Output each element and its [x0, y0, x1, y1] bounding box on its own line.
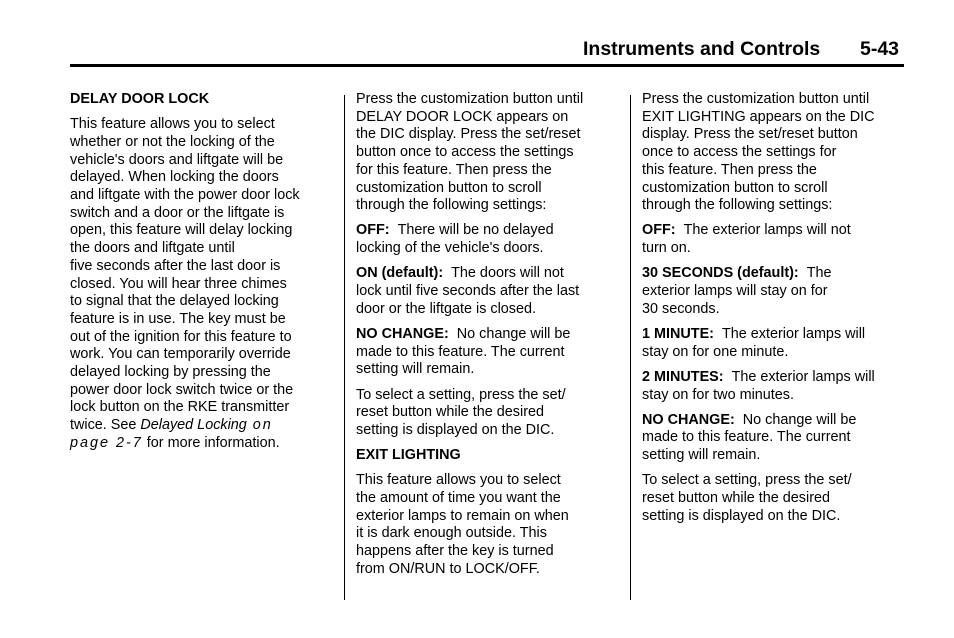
text-line — [642, 447, 906, 465]
line-text: happens after the key is turned — [356, 543, 554, 560]
text-line — [356, 197, 620, 215]
line-text: delayed locking by pressing the — [70, 364, 271, 381]
text-line — [70, 329, 334, 347]
see-prefix: twice. See — [70, 417, 141, 434]
text-line — [356, 283, 620, 301]
line-text: The exterior lamps will not — [683, 222, 851, 239]
delay-door-lock-heading: DELAY DOOR LOCK — [70, 91, 210, 107]
option-off-lines — [356, 222, 620, 257]
text-line — [642, 429, 906, 447]
column-divider-1 — [344, 95, 345, 600]
option-term: 2 MINUTES: — [642, 368, 724, 385]
text-line — [356, 91, 620, 109]
text-line — [70, 382, 334, 400]
option-1-minute-lines — [642, 326, 906, 361]
column-divider-2 — [630, 95, 631, 600]
line-text: exterior lamps to remain on when — [356, 507, 569, 524]
option-off-lines — [642, 222, 906, 257]
line-text: This feature allows you to select — [356, 472, 561, 489]
line-text: work. You can temporarily override — [70, 346, 291, 363]
section-title: Instruments and Controls — [583, 38, 821, 60]
text-line — [642, 180, 906, 198]
text-line — [642, 387, 906, 405]
column-1 — [70, 91, 334, 460]
line-text: This feature allows you to select — [70, 116, 275, 133]
text-line — [70, 152, 334, 170]
option-on-default — [356, 265, 620, 318]
line-text: from ON/RUN to LOCK/OFF. — [356, 560, 540, 577]
option-30-seconds-lines — [642, 265, 906, 318]
text-line — [356, 561, 620, 579]
option-term: 30 SECONDS (default): — [642, 265, 799, 282]
text-line — [356, 525, 620, 543]
text-line — [70, 187, 334, 205]
text-line — [356, 126, 620, 144]
line-text: button once to access the settings — [356, 144, 574, 161]
text-line — [356, 240, 620, 258]
text-line — [356, 265, 620, 283]
option-off — [642, 222, 906, 257]
text-line — [642, 301, 906, 319]
line-text: 30 seconds. — [642, 300, 720, 317]
line-text: customization button to scroll — [356, 179, 542, 196]
line-text: The exterior lamps will — [721, 325, 866, 342]
text-line — [642, 508, 906, 526]
text-line — [642, 369, 906, 387]
line-text: stay on for one minute. — [642, 343, 789, 360]
delayed-locking-link[interactable]: Delayed Locking — [140, 417, 247, 434]
line-text: for this feature. Then press the — [356, 161, 552, 178]
line-text: whether or not the locking of the — [70, 133, 275, 150]
line-text: made to this feature. The current — [356, 343, 565, 360]
more-info-suffix: for more information. — [142, 434, 280, 451]
text-line — [70, 293, 334, 311]
line-text: through the following settings: — [356, 197, 547, 214]
exit-lighting-heading: EXIT LIGHTING — [356, 447, 461, 464]
text-line — [356, 144, 620, 162]
line-text: display. Press the set/reset button — [642, 126, 858, 143]
text-line — [642, 344, 906, 362]
text-line — [356, 508, 620, 526]
line-text: The exterior lamps will — [731, 368, 875, 385]
text-line — [70, 222, 334, 240]
line-text: this feature. Then press the — [642, 161, 817, 178]
line-text: five seconds after the last door is — [70, 257, 281, 274]
line-text: vehicle's doors and liftgate will be — [70, 151, 284, 168]
line-text: lock until five seconds after the last — [356, 283, 580, 300]
line-text: To select a setting, press the set/ — [642, 472, 852, 489]
text-line — [642, 412, 906, 430]
text-line — [642, 240, 906, 258]
header-rule — [70, 64, 904, 67]
option-1-minute — [642, 326, 906, 361]
option-term: NO CHANGE: — [356, 325, 449, 342]
option-term: OFF: — [642, 222, 676, 239]
text-line — [642, 222, 906, 240]
select-setting-instructions — [642, 472, 906, 525]
text-line — [356, 422, 620, 440]
text-line — [70, 240, 334, 258]
text-line — [70, 399, 334, 417]
line-text: setting will remain. — [642, 447, 761, 464]
line-text: made to this feature. The current — [642, 429, 851, 446]
text-line — [356, 361, 620, 379]
description-line-see — [70, 417, 334, 435]
line-text: No change will be — [456, 325, 571, 342]
text-line — [70, 116, 334, 134]
text-line — [642, 144, 906, 162]
line-text: Press the customization button until — [642, 91, 870, 107]
line-text: lock button on the RKE transmitter — [70, 399, 290, 416]
text-line — [356, 162, 620, 180]
text-line — [70, 311, 334, 329]
line-text: No change will be — [742, 411, 857, 428]
description-lines — [70, 116, 334, 417]
line-text: EXIT LIGHTING appears on the DIC — [642, 108, 875, 125]
line-text: The doors will not — [451, 265, 564, 282]
line-text: setting is displayed on the DIC. — [642, 507, 841, 524]
line-text: door or the liftgate is closed. — [356, 300, 536, 317]
line-text: switch and a door or the liftgate is — [70, 204, 285, 221]
text-line — [642, 91, 906, 109]
text-line — [356, 109, 620, 127]
line-text: reset button while the desired — [356, 404, 544, 421]
text-line — [642, 109, 906, 127]
line-text: the amount of time you want the — [356, 490, 561, 507]
delay-door-lock-instructions — [356, 91, 620, 215]
text-line — [70, 134, 334, 152]
text-line — [642, 162, 906, 180]
text-line — [356, 490, 620, 508]
delayed-locking-link-on[interactable]: on — [246, 417, 273, 434]
line-text: setting will remain. — [356, 361, 475, 378]
line-text: the doors and liftgate until — [70, 240, 235, 257]
text-line — [356, 387, 620, 405]
page-number: 5-43 — [860, 38, 900, 60]
line-text: DELAY DOOR LOCK appears on — [356, 108, 569, 125]
option-term: NO CHANGE: — [642, 411, 735, 428]
line-text: exterior lamps will stay on for — [642, 283, 828, 300]
line-text: open, this feature will delay locking — [70, 222, 293, 239]
line-text: out of the ignition for this feature to — [70, 328, 292, 345]
line-text: locking of the vehicle's doors. — [356, 240, 544, 257]
text-line — [642, 326, 906, 344]
line-text: once to access the settings for — [642, 144, 837, 161]
option-off — [356, 222, 620, 257]
option-30-seconds — [642, 265, 906, 318]
line-text: to signal that the delayed locking — [70, 293, 279, 310]
description-line-page — [70, 435, 334, 453]
text-line — [642, 283, 906, 301]
line-text: through the following settings: — [642, 197, 833, 214]
line-text: the DIC display. Press the set/reset — [356, 126, 581, 143]
line-text: There will be no delayed — [397, 222, 554, 239]
option-no-change-lines — [642, 412, 906, 465]
line-text: delayed. When locking the doors — [70, 169, 279, 186]
line-text: The — [806, 265, 832, 282]
text-line — [70, 169, 334, 187]
column-2 — [356, 91, 620, 586]
text-line — [356, 543, 620, 561]
text-line — [642, 197, 906, 215]
text-line — [70, 276, 334, 294]
text-line — [70, 364, 334, 382]
text-line — [356, 222, 620, 240]
option-term: ON (default): — [356, 265, 444, 282]
line-text: To select a setting, press the set/ — [356, 386, 566, 403]
line-text: feature is in use. The key must be — [70, 310, 286, 327]
line-text: and liftgate with the power door lock — [70, 187, 300, 204]
text-line — [356, 472, 620, 490]
text-line — [356, 344, 620, 362]
delay-door-lock-description — [70, 116, 334, 452]
text-line — [356, 301, 620, 319]
option-no-change-lines — [356, 326, 620, 379]
text-line — [356, 180, 620, 198]
option-2-minutes-lines — [642, 369, 906, 404]
text-line — [642, 126, 906, 144]
line-text: it is dark enough outside. This — [356, 525, 547, 542]
page-reference-link[interactable]: page 2-7 — [70, 434, 143, 451]
exit-lighting-description — [356, 472, 620, 578]
line-text: turn on. — [642, 240, 691, 257]
line-text: Press the customization button until — [356, 91, 584, 107]
text-line — [356, 404, 620, 422]
select-setting-instructions — [356, 387, 620, 440]
option-on-lines — [356, 265, 620, 318]
line-text: reset button while the desired — [642, 490, 830, 507]
option-no-change — [642, 412, 906, 465]
text-line — [70, 258, 334, 276]
text-line — [642, 472, 906, 490]
exit-lighting-instructions — [642, 91, 906, 215]
text-line — [70, 346, 334, 364]
line-text: closed. You will hear three chimes — [70, 275, 287, 292]
text-line — [642, 265, 906, 283]
option-term: OFF: — [356, 222, 390, 239]
text-line — [70, 205, 334, 223]
text-line — [642, 490, 906, 508]
line-text: power door lock switch twice or the — [70, 381, 294, 398]
line-text: setting is displayed on the DIC. — [356, 421, 555, 438]
option-term: 1 MINUTE: — [642, 325, 714, 342]
line-text: stay on for two minutes. — [642, 386, 794, 403]
option-2-minutes — [642, 369, 906, 404]
line-text: customization button to scroll — [642, 179, 828, 196]
column-3 — [642, 91, 906, 533]
text-line — [356, 326, 620, 344]
option-no-change — [356, 326, 620, 379]
